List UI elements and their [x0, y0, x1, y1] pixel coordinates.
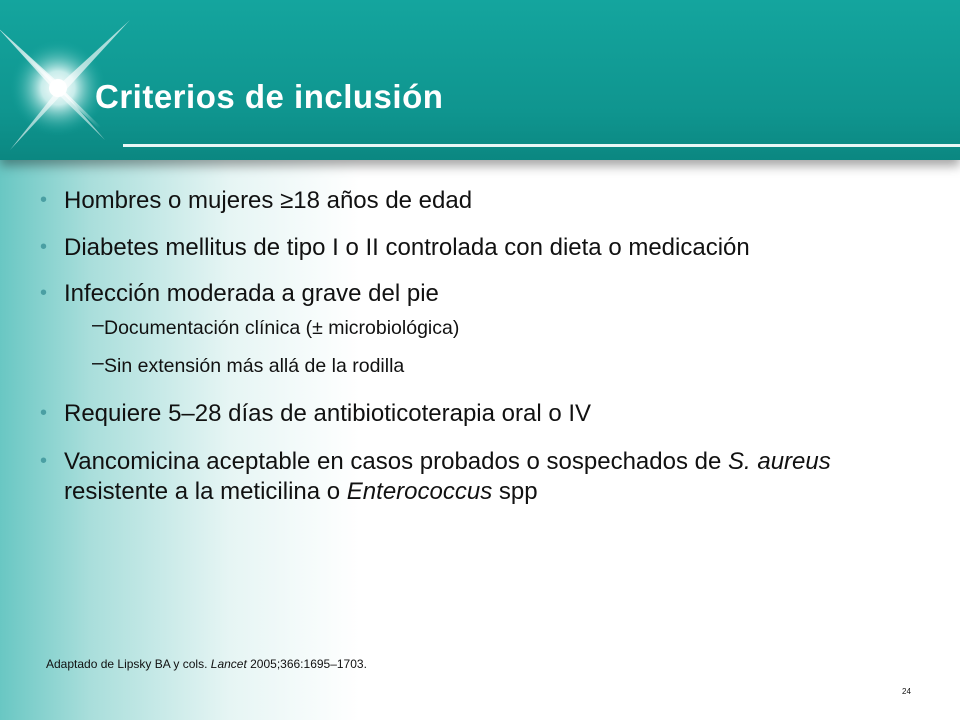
bullet-text-species: S. aureus: [728, 448, 831, 475]
bullet-text-post: spp: [492, 478, 538, 505]
bullet-text: Requiere 5–28 días de antibioticoterapia oral o IV: [64, 400, 592, 427]
dash-icon: –: [92, 351, 104, 374]
bullet-list: [40, 180, 920, 507]
bullet-text: Hombres o mujeres ≥18 años de edad: [64, 187, 473, 214]
bullet-item: [40, 399, 920, 429]
sub-bullet-text: Sin extensión más allá de la rodilla: [104, 355, 405, 377]
bullet-dot-icon: •: [40, 282, 48, 304]
bullet-text-mid: resistente a la meticilina o: [64, 478, 347, 505]
title-underline: [123, 144, 960, 147]
footnote-journal: Lancet: [210, 657, 247, 671]
slide-title: Criterios de inclusión: [95, 78, 444, 115]
bullet-item: [40, 447, 920, 507]
bullet-text: Diabetes mellitus de tipo I o II controlada con dieta o medicación: [64, 234, 750, 261]
bullet-item: [40, 186, 920, 216]
bullet-text: Infección moderada a grave del pie: [64, 280, 439, 307]
sub-bullet-text: Documentación clínica (± microbiológica): [104, 317, 460, 339]
bullet-item: [40, 233, 920, 263]
bullet-dot-icon: •: [40, 236, 48, 258]
footnote-text: Adaptado de Lipsky BA y cols.: [46, 657, 211, 671]
page-number: 24: [902, 687, 911, 696]
bullet-dot-icon: •: [40, 402, 48, 424]
dash-icon: –: [92, 313, 104, 336]
bullet-dot-icon: •: [40, 450, 48, 472]
bullet-dot-icon: •: [40, 189, 48, 211]
footnote-citation: 2005;366:1695–1703.: [246, 657, 367, 671]
title-banner: [0, 0, 960, 160]
sub-bullet-item: [40, 353, 920, 379]
footnote: [46, 657, 367, 671]
bullet-item: [40, 279, 920, 309]
sub-bullet-item: [40, 315, 920, 341]
bullet-text-pre: Vancomicina aceptable en casos probados o sospechados de: [64, 448, 728, 475]
bullet-text-genus: Enterococcus: [346, 478, 493, 505]
